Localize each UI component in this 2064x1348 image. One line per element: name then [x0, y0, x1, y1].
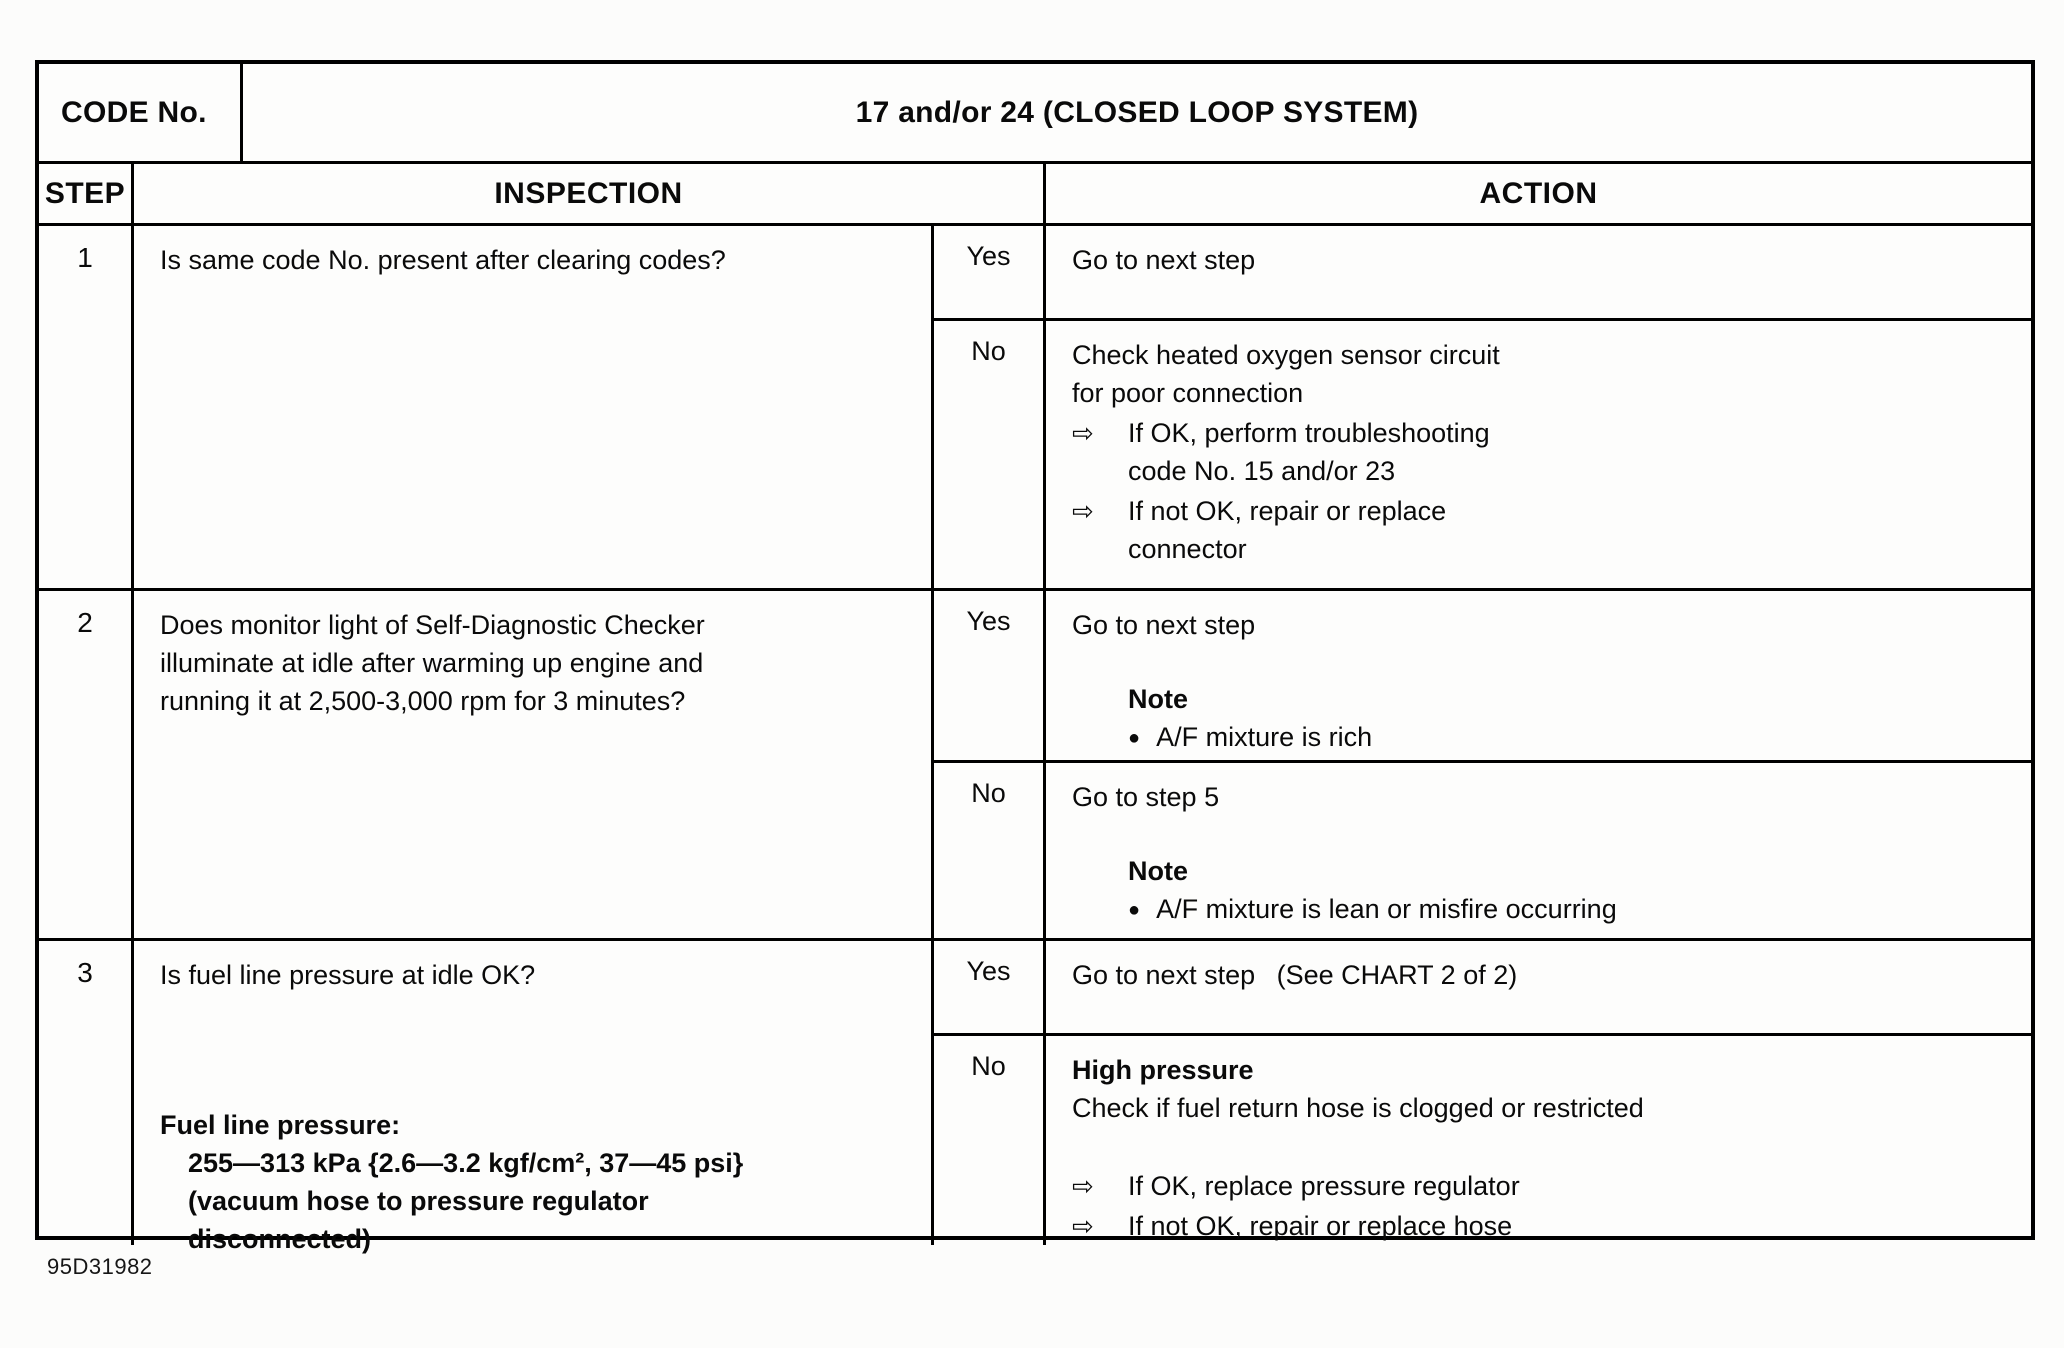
code-number-label: CODE No. — [39, 64, 243, 161]
step-1-no-action-arrow-item — [1072, 414, 2013, 452]
spec-value: 255—313 kPa {2.6—3.2 kgf/cm², 37—45 psi} — [188, 1148, 744, 1178]
step-1-no-action-arrow-continuation: code No. 15 and/or 23 — [1128, 456, 1396, 486]
note-bullet-item — [1128, 718, 2013, 759]
step-1-yes-action-cell — [1046, 226, 2031, 321]
code-row — [39, 64, 2031, 164]
step-1-no-action-cell — [1046, 321, 2031, 591]
step-1-inspection-cell — [134, 226, 934, 591]
step-3-no-action-arrow-text: If OK, replace pressure regulator — [1128, 1171, 1520, 1201]
note-bullet-text: A/F mixture is rich — [1156, 722, 1373, 752]
step-3-inspection-question: Is fuel line pressure at idle OK? — [160, 960, 536, 990]
step-3-yes-label: Yes — [934, 941, 1046, 1036]
step-2-yes-action: Go to next step — [1072, 610, 1256, 640]
step-3-number: 3 — [39, 941, 134, 1245]
arrow-right-icon: ⇨ — [1072, 496, 1094, 526]
step-2-yes-action-cell — [1046, 591, 2031, 763]
step-3-yes-action-reference: (See CHART 2 of 2) — [1276, 960, 1518, 990]
column-header-step: STEP — [39, 164, 134, 226]
step-3-yes-action — [1072, 956, 2013, 994]
bullet-icon: ● — [1128, 899, 1141, 921]
document-id-code: 95D31982 — [47, 1254, 153, 1279]
step-2-number: 2 — [39, 591, 134, 941]
step-2-inspection-question: illuminate at idle after warming up engine and — [160, 648, 704, 678]
step-2-no-action: Go to step 5 — [1072, 782, 1220, 812]
step-3-no-action-arrow-text: If not OK, repair or replace hose — [1128, 1211, 1513, 1241]
diagnostic-table — [35, 60, 2035, 1254]
step-1-no-action-line: for poor connection — [1072, 378, 1304, 408]
column-header-action: ACTION — [1046, 164, 2031, 226]
step-1-no-action-arrow-text: If not OK, repair or replace — [1128, 496, 1447, 526]
step-1-no-label: No — [934, 321, 1046, 591]
step-1-yes-action: Go to next step — [1072, 245, 1256, 275]
step-3-inspection-cell — [134, 941, 934, 1254]
note-label: Note — [1128, 684, 1188, 714]
step-1-no-action-arrow-item — [1072, 492, 2013, 530]
arrow-right-icon: ⇨ — [1072, 1171, 1094, 1201]
step-3-no-action-arrow-item — [1072, 1207, 2013, 1245]
step-1-no-action-line: Check heated oxygen sensor circuit — [1072, 340, 1500, 370]
step-1-number: 1 — [39, 226, 134, 591]
spec-condition: (vacuum hose to pressure regulator — [188, 1186, 649, 1216]
step-2-yes-label: Yes — [934, 591, 1046, 763]
step-3-yes-action-cell — [1046, 941, 2031, 1036]
step-1-yes-label: Yes — [934, 226, 1046, 321]
step-2-inspection-question: running it at 2,500-3,000 rpm for 3 minutes? — [160, 686, 686, 716]
spec-title: Fuel line pressure: — [160, 1110, 401, 1140]
column-header-inspection: INSPECTION — [134, 164, 1046, 226]
code-number-value: 17 and/or 24 (CLOSED LOOP SYSTEM) — [855, 95, 1419, 129]
step-2-no-action-cell — [1046, 763, 2031, 941]
step-2-no-label: No — [934, 763, 1046, 941]
note-label: Note — [1128, 856, 1188, 886]
step-3-yes-action-text: Go to next step — [1072, 960, 1256, 990]
step-2-inspection-cell — [134, 591, 934, 941]
step-2-inspection-question: Does monitor light of Self-Diagnostic Checker — [160, 610, 705, 640]
spec-condition: disconnected) — [188, 1224, 372, 1254]
step-2-yes-note — [1128, 680, 2013, 759]
step-2-no-note — [1128, 852, 2013, 931]
note-bullet-item — [1128, 890, 2013, 931]
step-1-no-action-arrow-continuation: connector — [1128, 534, 1247, 564]
step-3-no-action-line: Check if fuel return hose is clogged or restricted — [1072, 1093, 1644, 1123]
step-1-inspection-question: Is same code No. present after clearing codes? — [160, 245, 726, 275]
step-3-no-action-title: High pressure — [1072, 1055, 1254, 1085]
arrow-right-icon: ⇨ — [1072, 418, 1094, 448]
step-3-no-action-cell — [1046, 1036, 2031, 1245]
step-3-no-label: No — [934, 1036, 1046, 1245]
note-bullet-text: A/F mixture is lean or misfire occurring — [1156, 894, 1617, 924]
step-1-no-action-arrow-text: If OK, perform troubleshooting — [1128, 418, 1490, 448]
bullet-icon: ● — [1128, 727, 1141, 749]
arrow-right-icon: ⇨ — [1072, 1211, 1094, 1241]
step-3-no-action-arrow-item — [1072, 1167, 2013, 1205]
step-3-fuel-pressure-spec — [160, 1106, 913, 1258]
